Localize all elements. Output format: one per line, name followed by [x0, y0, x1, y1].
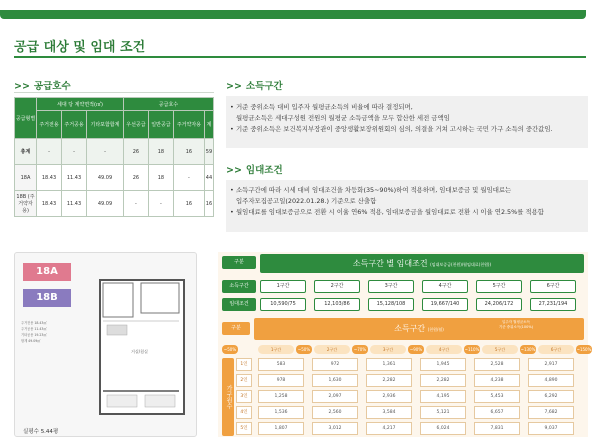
pct-cut: ~130% — [520, 347, 536, 352]
income-value-cell: 4,890 — [528, 374, 574, 387]
cell: 26 — [123, 139, 148, 165]
cell: 11.43 — [62, 165, 87, 191]
cell: 16 — [173, 139, 204, 165]
cell: 59 — [204, 139, 213, 165]
cell: 18 — [148, 139, 173, 165]
income-value-cell: 7,682 — [528, 406, 574, 419]
bracket-cell: 3구간 — [368, 280, 414, 293]
income-notes: • 거준 중위소득 대비 입주자 월평균소득의 비율에 따라 결정되며, 월평균소득은 세대구성원 전원의 월평균 소득금액을 모두 합산한 세전 금액임 • 기준 중위소득은 보건복지부장관이 중앙생활보장위원회의 심의, 의결을 거쳐 고시하는 국민 가구 소득의 중간값임. — [226, 96, 588, 148]
household-label: 5인 — [236, 422, 252, 435]
cell: - — [173, 165, 204, 191]
table-row — [15, 165, 214, 191]
rent-cell: 10,590/75 — [260, 298, 306, 311]
cell: - — [37, 139, 62, 165]
pct-cut: ~70% — [353, 347, 367, 352]
lease-notes: • 소득구간에 따라 시세 대비 임대조건을 차등화(35~90%)하여 적용하며, 임대보증금 및 월임대료는 입주자모집공고일(2022.01.28.) 기준으로 산출함 • 월임대료를 임대보증금으로 전환 시 이율 연6% 적용, 임대보증금을 월임대료로 전환 시 이율 연2.5%를 적용함 — [226, 180, 588, 232]
col-header: 기타포함합계 — [87, 111, 124, 139]
floor-plan-drawing — [99, 279, 185, 415]
pct-cut: ~150% — [576, 347, 592, 352]
rent-cell: 24,206/172 — [476, 298, 522, 311]
income-section-title: >> 소득구간 — [226, 81, 283, 92]
income-value-cell: 1,807 — [258, 422, 304, 435]
cell: 16 — [204, 191, 213, 217]
household-label: 3인 — [236, 390, 252, 403]
supply-section-title: >> 공급호수 — [14, 81, 71, 92]
rent-cell: 19,667/140 — [422, 298, 468, 311]
pct-note: 입주자 월평균소득 기준 중위소득(100%) — [498, 320, 534, 329]
cell: 49.09 — [87, 165, 124, 191]
gubun-label: 구분 — [222, 256, 256, 269]
area-header: 세대 당 계약면적(㎡) — [37, 98, 124, 111]
cell: 11.43 — [62, 191, 87, 217]
table-row — [15, 139, 214, 165]
income-value-cell: 3,012 — [312, 422, 358, 435]
cell: 18.43 — [37, 191, 62, 217]
top-bar — [0, 0, 600, 22]
note-line: 거준 중위소득 대비 입주자 월평균소득의 비율에 따라 결정되며, — [236, 103, 413, 111]
supply-divider — [14, 92, 214, 93]
cell: - — [148, 191, 173, 217]
income-value-cell: 2,097 — [312, 390, 358, 403]
room-label: 거실/침실 — [131, 349, 148, 354]
note-line: 월평균소득은 세대구성원 전원의 월평균 소득금액을 모두 합산한 세전 금액임 — [236, 114, 450, 122]
floor-plan-icon — [101, 281, 183, 413]
income-value-cell: 1,361 — [366, 358, 412, 371]
income-value-cell: 5,453 — [474, 390, 520, 403]
col-header: 주거전용 — [37, 111, 62, 139]
rent-cell: 12,103/86 — [314, 298, 360, 311]
income-value-cell: 9,037 — [528, 422, 574, 435]
cell: - — [123, 191, 148, 217]
note-line: 기준 중위소득은 보건복지부장관이 중앙생활보장위원회의 심의, 의결을 거쳐 고시하는 국민 가구 소득의 중간값임. — [236, 125, 553, 133]
income-value-cell: 3,584 — [366, 406, 412, 419]
income-value-cell: 2,917 — [528, 358, 574, 371]
bracket-cell: 1구간 — [260, 280, 306, 293]
note-line: 소득구간에 따라 시세 대비 임대조건을 차등화(35~90%)하여 적용하며, 임대보증금 및 월임대료는 — [236, 186, 512, 194]
table-row — [15, 191, 214, 217]
pct-bracket: 5구간 — [482, 345, 518, 354]
income-value-cell: 972 — [312, 358, 358, 371]
income-value-cell: 4,195 — [420, 390, 466, 403]
floor-caption: 실평수 5.44평 — [23, 429, 59, 435]
lower-title: 소득구간 (천원/월) — [254, 318, 584, 340]
pct-bracket: 6구간 — [538, 345, 574, 354]
cell: 44 — [204, 165, 213, 191]
bracket-cell: 2구간 — [314, 280, 360, 293]
household-label: 2인 — [236, 374, 252, 387]
income-value-cell: 978 — [258, 374, 304, 387]
income-value-cell: 1,945 — [420, 358, 466, 371]
row-type: 18B (주거약자용) — [15, 191, 37, 217]
pct-head: ~50% — [223, 347, 237, 352]
cell: 18.43 — [37, 165, 62, 191]
page-title: 공급 대상 및 임대 조건 — [14, 40, 146, 55]
pct-bracket: 1구간 — [258, 345, 294, 354]
income-value-cell: 1,536 — [258, 406, 304, 419]
income-value-cell: 1,258 — [258, 390, 304, 403]
type-tag-18a: 18A — [23, 263, 71, 281]
cell: 16 — [173, 191, 204, 217]
rent-row-label: 임대조건 — [222, 298, 256, 311]
col-header: 주거약자용 — [173, 111, 204, 139]
household-side-label: 가구원수 — [222, 358, 234, 436]
type-header: 공급형별 — [15, 98, 37, 139]
pct-bracket: 3구간 — [370, 345, 406, 354]
cell: - — [62, 139, 87, 165]
household-label: 4인 — [236, 406, 252, 419]
col-header: 주거공용 — [62, 111, 87, 139]
rent-cell: 15,128/108 — [368, 298, 414, 311]
type-tag-18b: 18B — [23, 289, 71, 307]
bracket-cell: 5구간 — [476, 280, 522, 293]
income-value-cell: 1,630 — [312, 374, 358, 387]
supply-table — [14, 97, 214, 217]
pct-bracket: 2구간 — [314, 345, 350, 354]
area-info-line: 주거공용 11.43㎡ — [21, 327, 47, 331]
cell: 49.09 — [87, 191, 124, 217]
double-arrow-icon: >> — [14, 81, 30, 92]
income-value-cell: 7,831 — [474, 422, 520, 435]
income-value-cell: 6,292 — [528, 390, 574, 403]
lease-section-title: >> 임대조건 — [226, 165, 283, 176]
area-info-line: 합계 49.09㎡ — [21, 339, 41, 343]
col-header: 일반공급 — [148, 111, 173, 139]
cell: - — [87, 139, 124, 165]
income-lease-panel — [218, 252, 592, 437]
rent-cell: 27,231/194 — [530, 298, 576, 311]
col-header: 계 — [204, 111, 213, 139]
income-table-title: 소득구간 별 임대조건 (임대보증금(천원)/월임대료(천원)) — [260, 254, 584, 273]
income-value-cell: 4,238 — [474, 374, 520, 387]
pct-cut: ~90% — [409, 347, 423, 352]
pct-cut: ~50% — [297, 347, 311, 352]
income-value-cell: 2,936 — [366, 390, 412, 403]
row-type: 총계 — [15, 139, 37, 165]
pct-bracket: 4구간 — [426, 345, 462, 354]
household-label: 1인 — [236, 358, 252, 371]
income-row-label: 소득구간 — [222, 280, 256, 293]
note-line: 월임대료를 임대보증금으로 전환 시 이율 연6% 적용, 임대보증금을 월임대료로 전환 시 이율 연2.5%를 적용함 — [236, 208, 544, 216]
pct-cut: ~110% — [464, 347, 480, 352]
income-value-cell: 2,282 — [366, 374, 412, 387]
income-value-cell: 2,528 — [474, 358, 520, 371]
bracket-cell: 4구간 — [422, 280, 468, 293]
income-value-cell: 5,121 — [420, 406, 466, 419]
bracket-cell: 6구간 — [530, 280, 576, 293]
count-header: 공급호수 — [123, 98, 213, 111]
floor-plan-panel — [14, 252, 197, 437]
double-arrow-icon: >> — [226, 165, 242, 176]
income-value-cell: 6,024 — [420, 422, 466, 435]
lower-gubun-label: 구분 — [222, 322, 250, 335]
col-header: 우선공급 — [123, 111, 148, 139]
cell: 26 — [123, 165, 148, 191]
title-divider — [14, 56, 586, 58]
double-arrow-icon: >> — [226, 81, 242, 92]
income-value-cell: 583 — [258, 358, 304, 371]
area-info-line: 주거전용 18.43㎡ — [21, 321, 47, 325]
row-type: 18A — [15, 165, 37, 191]
note-line: 입주자모집공고일(2022.01.28.) 기준으로 산출함 — [236, 197, 377, 205]
cell: 18 — [148, 165, 173, 191]
income-value-cell: 6,657 — [474, 406, 520, 419]
income-value-cell: 4,217 — [366, 422, 412, 435]
income-value-cell: 2,282 — [420, 374, 466, 387]
area-info-line: 기타공용 19.23㎡ — [21, 333, 47, 337]
income-value-cell: 2,560 — [312, 406, 358, 419]
